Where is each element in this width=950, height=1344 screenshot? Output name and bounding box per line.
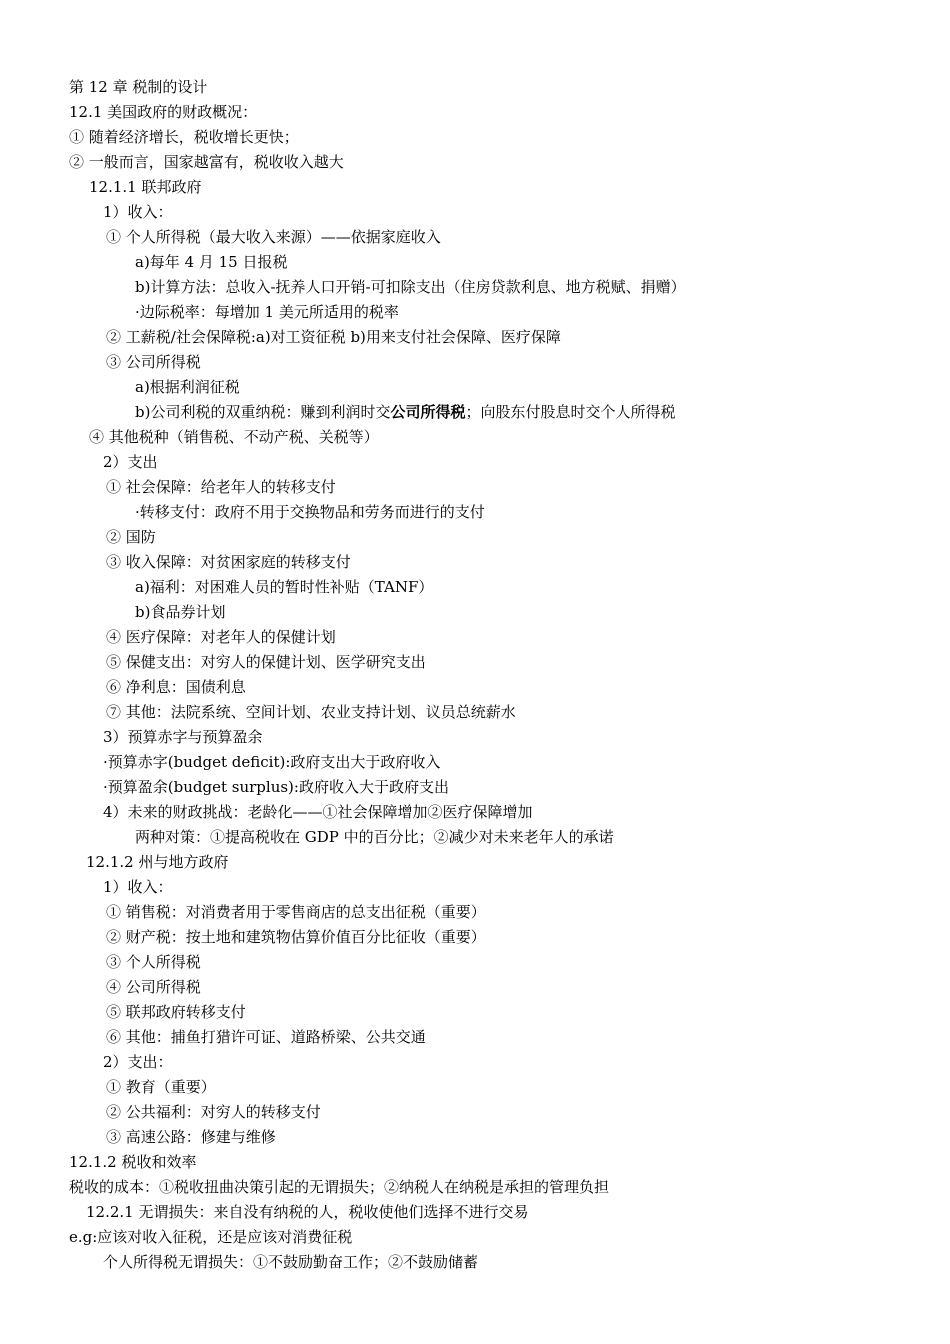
subsection-heading: 12.2.1 无谓损失：来自没有纳税的人，税收使他们选择不进行交易 — [86, 1203, 529, 1221]
text-line: ·预算盈余(budget surplus):政府收入大于政府支出 — [103, 778, 449, 796]
text-line: a)福利：对困难人员的暂时性补贴（TANF） — [135, 578, 434, 596]
text-line: e.g:应该对收入征税，还是应该对消费征税 — [69, 1228, 353, 1246]
text-line: ① 教育（重要） — [106, 1078, 216, 1096]
text-line: b)食品券计划 — [135, 603, 226, 621]
text-line: 2）支出 — [103, 453, 158, 471]
text-line: ·转移支付：政府不用于交换物品和劳务而进行的支付 — [135, 503, 485, 521]
text-line: 个人所得税无谓损失：①不鼓励勤奋工作；②不鼓励储蓄 — [103, 1253, 479, 1271]
text-line: ① 社会保障：给老年人的转移支付 — [106, 478, 336, 496]
subsection-heading: 12.1.1 联邦政府 — [89, 178, 202, 196]
text-line: ④ 公司所得税 — [106, 978, 201, 996]
text-line: ① 随着经济增长，税收增长更快； — [69, 128, 299, 146]
text-line: b)计算方法：总收入-抚养人口开销-可扣除支出（住房贷款利息、地方税赋、捐赠） — [135, 278, 686, 296]
text-line: ② 国防 — [106, 528, 156, 546]
text-segment: ；向股东付股息时交个人所得税 — [465, 403, 676, 421]
bold-term: 公司所得税 — [390, 403, 466, 421]
text-line: 4）未来的财政挑战：老龄化——①社会保障增加②医疗保障增加 — [103, 803, 533, 821]
text-line: ·边际税率：每增加 1 美元所适用的税率 — [135, 303, 399, 321]
text-line: ⑥ 其他：捕鱼打猎许可证、道路桥梁、公共交通 — [106, 1028, 426, 1046]
subsection-heading: 12.1.2 州与地方政府 — [86, 853, 229, 871]
text-line: 两种对策：①提高税收在 GDP 中的百分比；②减少对未来老年人的承诺 — [135, 828, 614, 846]
text-line: ④ 医疗保障：对老年人的保健计划 — [106, 628, 336, 646]
text-line: ② 一般而言，国家越富有，税收收入越大 — [69, 153, 344, 171]
text-line: ② 财产税：按土地和建筑物估算价值百分比征收（重要） — [106, 928, 486, 946]
text-segment: b)公司利税的双重纳税：赚到利润时交 — [135, 403, 391, 421]
text-line: a)根据利润征税 — [135, 378, 240, 396]
text-line: a)每年 4 月 15 日报税 — [135, 253, 288, 271]
text-line: ③ 个人所得税 — [106, 953, 201, 971]
text-line — [135, 400, 676, 425]
text-line: 1）收入： — [103, 878, 173, 896]
text-line: ④ 其他税种（销售税、不动产税、关税等） — [89, 428, 379, 446]
section-heading: 12.1 美国政府的财政概况： — [69, 103, 258, 121]
text-line: 1）收入： — [103, 203, 173, 221]
text-line: 税收的成本：①税收扭曲决策引起的无谓损失；②纳税人在纳税是承担的管理负担 — [69, 1178, 610, 1196]
text-line: ⑤ 联邦政府转移支付 — [106, 1003, 246, 1021]
text-line: ② 公共福利：对穷人的转移支付 — [106, 1103, 321, 1121]
text-line: ⑤ 保健支出：对穷人的保健计划、医学研究支出 — [106, 653, 426, 671]
text-line: ·预算赤字(budget deficit):政府支出大于政府收入 — [103, 753, 441, 771]
text-line: ⑦ 其他：法院系统、空间计划、农业支持计划、议员总统薪水 — [106, 703, 516, 721]
text-line: ③ 收入保障：对贫困家庭的转移支付 — [106, 553, 351, 571]
text-line: 2）支出： — [103, 1053, 173, 1071]
text-line: ③ 公司所得税 — [106, 353, 201, 371]
text-line: ③ 高速公路：修建与维修 — [106, 1128, 276, 1146]
chapter-title: 第 12 章 税制的设计 — [69, 78, 208, 96]
text-line: ① 个人所得税（最大收入来源）——依据家庭收入 — [106, 228, 441, 246]
section-heading: 12.1.2 税收和效率 — [69, 1153, 197, 1171]
text-line: ① 销售税：对消费者用于零售商店的总支出征税（重要） — [106, 903, 486, 921]
text-line: 3）预算赤字与预算盈余 — [103, 728, 263, 746]
text-line: ② 工薪税/社会保障税:a)对工资征税 b)用来支付社会保障、医疗保障 — [106, 328, 561, 346]
text-line: ⑥ 净利息：国债利息 — [106, 678, 246, 696]
